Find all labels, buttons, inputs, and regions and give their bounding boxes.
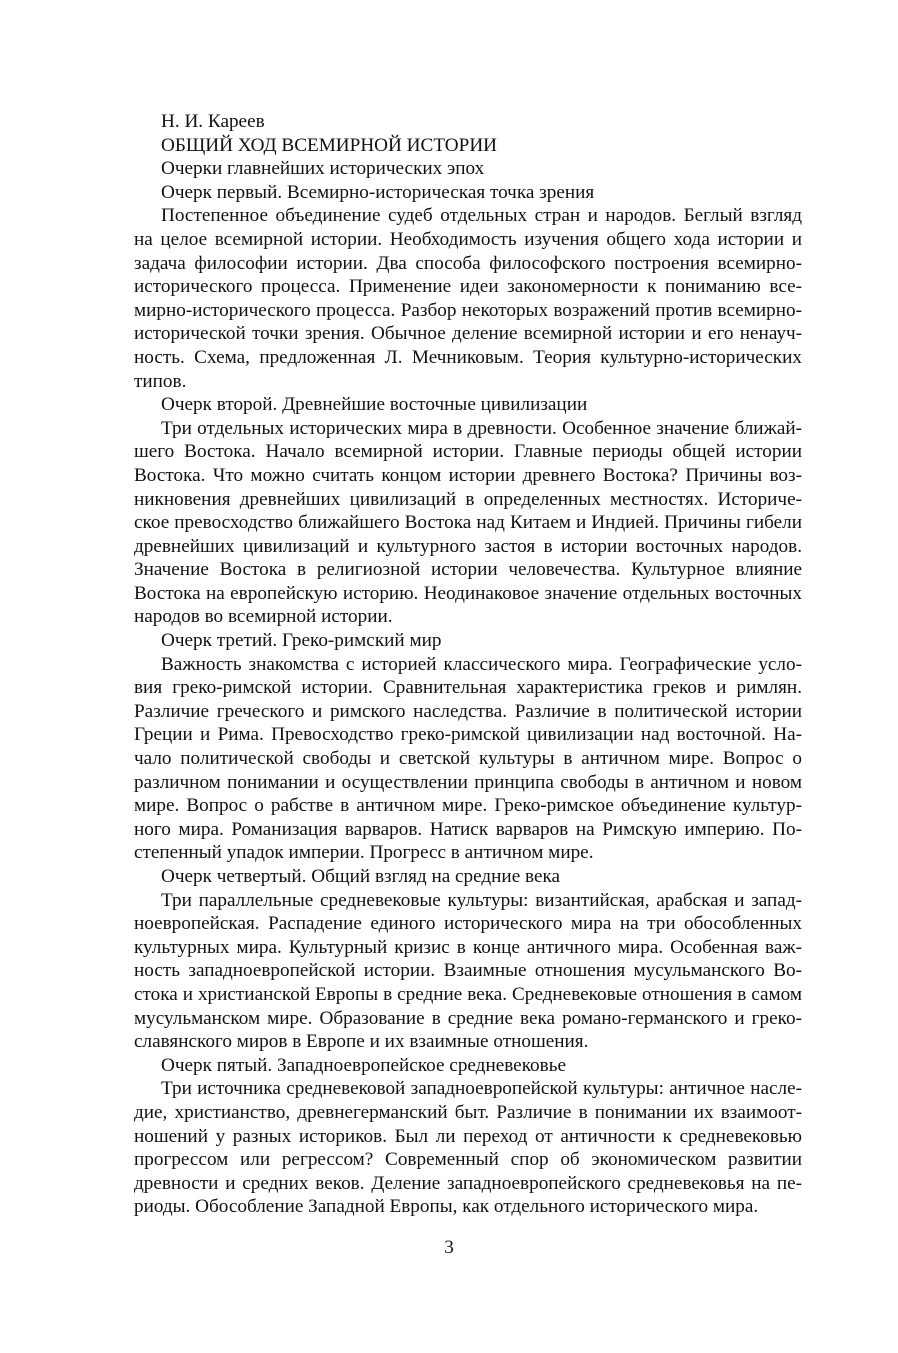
chapter-heading: Очерк четвертый. Общий взгляд на средние века bbox=[161, 866, 561, 887]
chapter-summary: Три источника средневековой западноевропейской культуры: античное наследие, христианство, древнегерманский быт. Различие в понимании их взаимоотношений у разных историков. Был ли переход от античности к средневековью прогрессом или регрессом? Современный спор об экономическом развитии древности и средних веков. Деление западноевропейского средневековья на периоды. Обособление Западной Европы, как отдельного исторического мира. bbox=[134, 1078, 802, 1218]
chapter-summary: Три отдельных исторических мира в древности. Особенное значение ближайшего Востока. Начало всемирной истории. Главные периоды общей истории Востока. Что можно считать концом истории древнего Востока? Причины возникновения древнейших цивилизаций в определенных местностях. Историческое превосходство ближайшего Востока над Китаем и Индией. Причины гибели древнейших цивилизаций и культурного застоя в истории восточных народов. Значение Востока в религиозной истории человечества. Культурное влияние Востока на европейскую историю. Неодинаковое значение отдельных восточных народов во всемирной истории. bbox=[134, 417, 802, 628]
page-text-block bbox=[134, 110, 802, 1219]
author-line: Н. И. Кареев bbox=[161, 111, 265, 132]
chapter-summary: Три параллельные средневековые культуры: византийская, арабская и западноевропейская. Распадение единого исторического мира на три обособленных культурных мира. Культурный кризис в конце античного мира. Особенная важность западноевропейской истории. Взаимные отношения мусульманского Востока и христианской Европы в средние века. Средневековые отношения в самом мусульманском мире. Образование в средние века романо-германского и грекославянского миров в Европе и их взаимные отношения. bbox=[134, 889, 802, 1053]
book-subtitle: Очерки главнейших исторических эпох bbox=[161, 158, 485, 180]
chapter-heading: Очерк пятый. Западноевропейское средневековье bbox=[161, 1054, 566, 1076]
book-title: ОБЩИЙ ХОД ВСЕМИРНОЙ ИСТОРИИ bbox=[161, 134, 498, 156]
chapter-heading: Очерк второй. Древнейшие восточные цивилизации bbox=[161, 394, 588, 416]
chapter-heading: Очерк первый. Всемирно-историческая точка зрения bbox=[161, 181, 595, 203]
chapter-summary: Важность знакомства с историей классического мира. Географические условия греко-римской истории. Сравнительная характеристика греков и римлян. Различие греческого и римского наследства. Различие в политической истории Греции и Рима. Превосходство греко-римской цивилизации над восточной. Начало политической свободы и светской культуры в античном мире. Вопрос о различном понимании и осуществлении принципа свободы в античном и новом мире. Вопрос о рабстве в античном мире. Греко-римское объединение культурного мира. Романизация варваров. Натиск варваров на Римскую империю. Постепенный упадок империи. Прогресс в античном мире. bbox=[134, 653, 802, 864]
chapter-heading: Очерк третий. Греко-римский мир bbox=[161, 630, 442, 652]
chapter-summary: Постепенное объединение судеб отдельных стран и народов. Беглый взгляд на целое всемирной истории. Необходимость изучения общего хода истории и задача философии истории. Два способа философского построения всемирно-исторического процесса. Применение идеи закономерности к пониманию всемирно-исторического процесса. Разбор некоторых возражений против всемирно-исторической точки зрения. Обычное деление всемирной истории и его ненаучность. Схема, предложенная Л. Мечниковым. Теория культурно-исторических типов. bbox=[134, 205, 802, 392]
page-number: 3 bbox=[444, 1237, 454, 1258]
